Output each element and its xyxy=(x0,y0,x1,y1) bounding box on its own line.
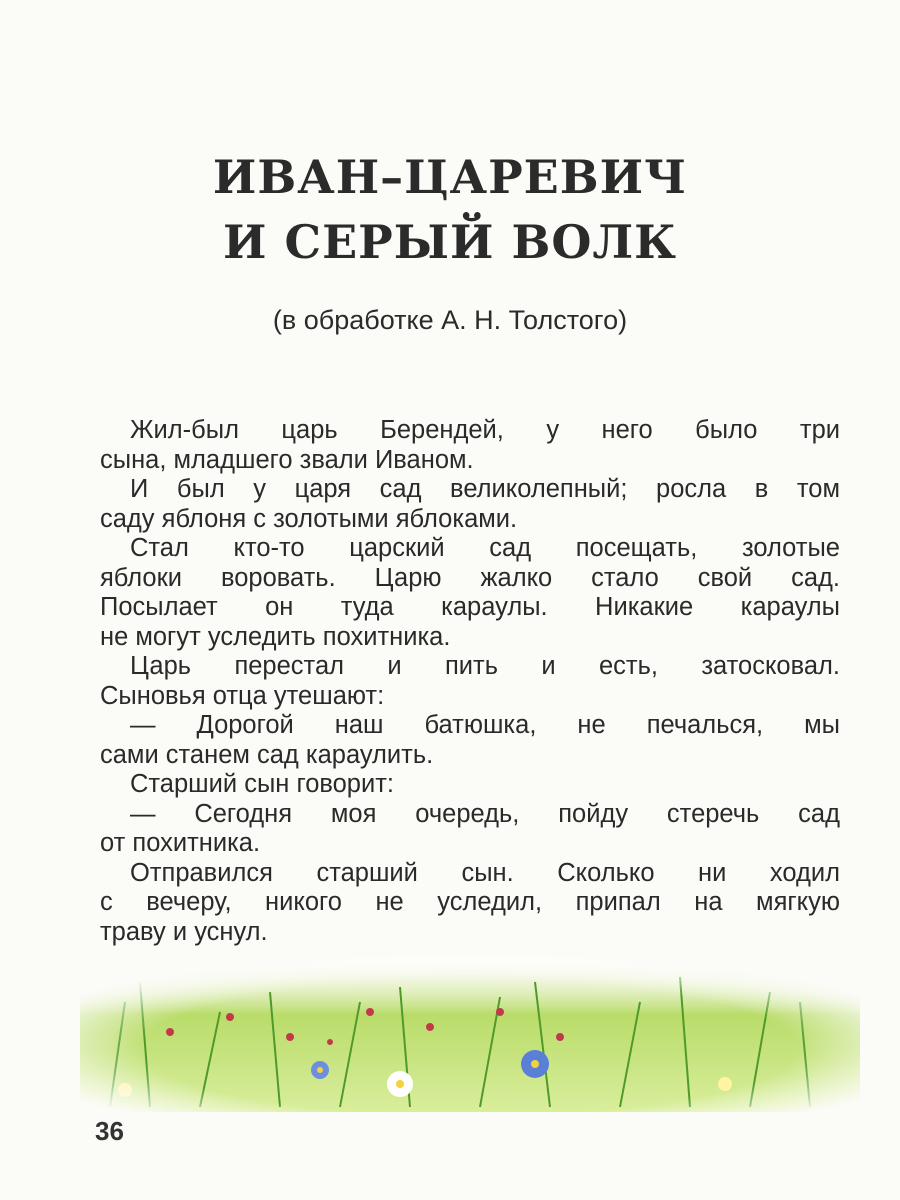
story-subtitle: (в обработке А. Н. Толстого) xyxy=(272,305,628,335)
text-line: от похитника. xyxy=(100,829,261,857)
text-line: сами станем сад караулить. xyxy=(100,740,434,769)
text-line: сына, младшего звали Иваном. xyxy=(100,445,474,474)
story-text xyxy=(100,416,840,947)
text-line: И был у царя сад великолепный; росла в том xyxy=(130,475,840,503)
text-line: Посылает он туда караулы. Никакие караулы xyxy=(100,593,840,621)
story-title-line-2: И СЕРЫЙ ВОЛК xyxy=(223,215,677,269)
text-line: Стал кто-то царский сад посещать, золотые xyxy=(130,534,840,562)
text-line: Отправился старший сын. Сколько ни ходил xyxy=(130,858,840,887)
page-number: 36 xyxy=(95,1116,124,1146)
text-line: Сыновья отца утешают: xyxy=(100,681,385,710)
text-line: — Дорогой наш батюшка, не печалься, мы xyxy=(130,711,840,739)
text-line: Старший сын говорит: xyxy=(130,770,395,798)
grass-flowers-illustration xyxy=(80,952,860,1112)
text-line: не могут уследить похитника. xyxy=(100,622,451,651)
text-line: яблоки воровать. Царю жалко стало свой сад. xyxy=(100,563,840,592)
text-line: — Сегодня моя очередь, пойду стеречь сад xyxy=(130,799,840,828)
text-line: траву и уснул. xyxy=(100,917,268,946)
story-title-line-1: ИВАН–ЦАРЕВИЧ xyxy=(212,150,688,204)
text-line: Жил-был царь Берендей, у него было три xyxy=(130,416,840,444)
text-line: саду яблоня с золотыми яблоками. xyxy=(100,504,518,533)
text-line: с вечеру, никого не уследил, припал на мягкую xyxy=(100,888,840,916)
text-line: Царь перестал и пить и есть, затосковал. xyxy=(130,652,840,680)
